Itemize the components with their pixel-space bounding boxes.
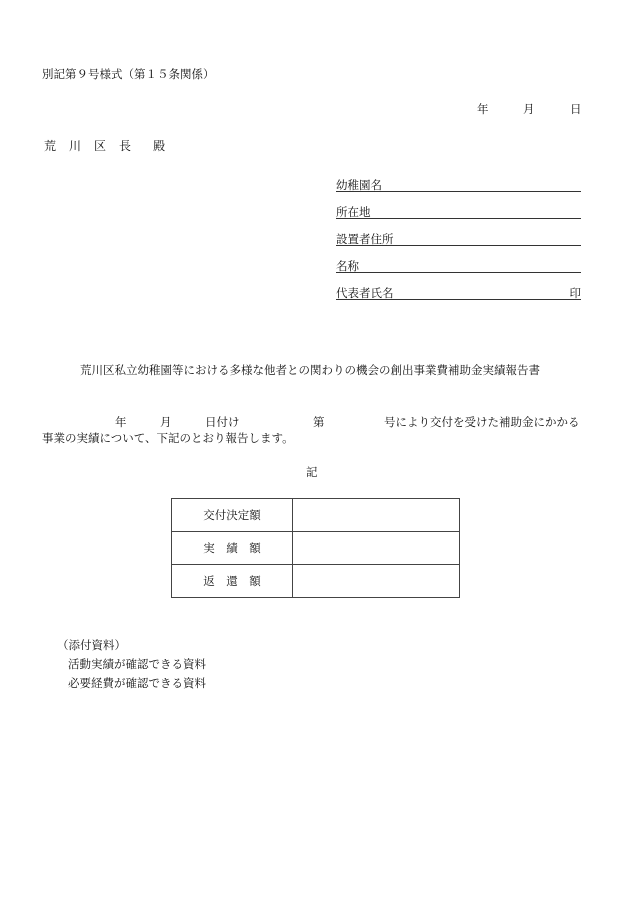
body-month-label: 月 xyxy=(160,415,172,429)
refund-amount-label: 返 還 額 xyxy=(172,565,293,598)
addressee-honorific: 殿 xyxy=(153,139,166,153)
addressee-char: 区 xyxy=(94,139,107,153)
founder-address-field[interactable] xyxy=(336,231,581,246)
field-label: 名称 xyxy=(336,259,359,273)
field-label: 幼稚園名 xyxy=(336,178,382,192)
addressee-char: 川 xyxy=(69,139,82,153)
ki-heading: 記 xyxy=(306,465,318,479)
refund-amount-value[interactable] xyxy=(293,565,460,598)
attachments-heading: （添付資料） xyxy=(57,638,126,652)
location-field[interactable] xyxy=(336,204,581,219)
attachment-item: 活動実績が確認できる資料 xyxy=(68,657,206,671)
table-row xyxy=(172,532,460,565)
field-label: 代表者氏名 xyxy=(336,286,394,300)
body-line-1 xyxy=(0,414,630,428)
amounts-table xyxy=(171,498,460,598)
actual-amount-label: 実 績 額 xyxy=(172,532,293,565)
body-dated-label: 日付け xyxy=(205,415,240,429)
organization-name-field[interactable] xyxy=(336,258,581,273)
actual-amount-value[interactable] xyxy=(293,532,460,565)
representative-name-field[interactable] xyxy=(336,285,581,300)
table-row xyxy=(172,565,460,598)
addressee-char: 長 xyxy=(119,139,132,153)
addressee-char: 荒 xyxy=(44,139,57,153)
body-number-prefix: 第 xyxy=(313,415,325,429)
attachment-item: 必要経費が確認できる資料 xyxy=(68,676,206,690)
field-label: 設置者住所 xyxy=(336,232,394,246)
grant-decision-amount-value[interactable] xyxy=(293,499,460,532)
date-month-label: 月 xyxy=(523,102,535,116)
date-year-label: 年 xyxy=(477,102,489,116)
seal-mark: 印 xyxy=(569,286,581,300)
body-line1-rest: 号により交付を受けた補助金にかかる xyxy=(384,415,580,429)
grant-decision-amount-label: 交付決定額 xyxy=(172,499,293,532)
form-number: 別記第９号様式（第１５条関係） xyxy=(42,67,215,81)
field-label: 所在地 xyxy=(336,205,371,219)
table-row xyxy=(172,499,460,532)
document-title: 荒川区私立幼稚園等における多様な他者との関わりの機会の創出事業費補助金実績報告書 xyxy=(80,363,540,377)
body-line-2: 事業の実績について、下記のとおり報告します。 xyxy=(42,431,294,445)
body-year-label: 年 xyxy=(115,415,127,429)
kindergarten-name-field[interactable] xyxy=(336,177,581,192)
addressee xyxy=(44,137,178,154)
date-day-label: 日 xyxy=(570,102,582,116)
date-line xyxy=(0,101,630,115)
